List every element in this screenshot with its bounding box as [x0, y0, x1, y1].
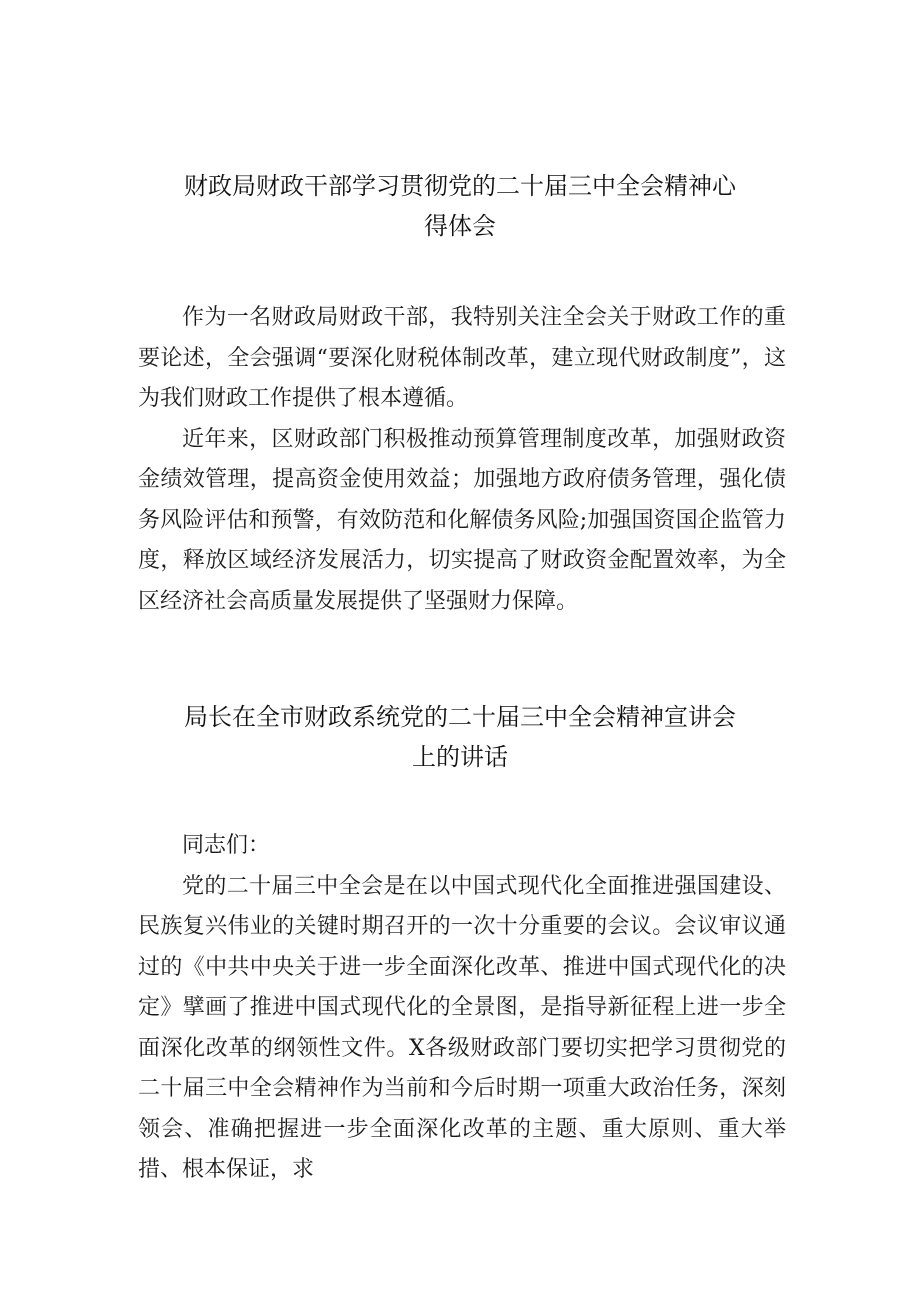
- section-2-title: [0, 697, 920, 777]
- salutation: 同志们：: [182, 833, 271, 858]
- section-1-title: [0, 166, 920, 246]
- section-2-title-line-1: 局长在全市财政系统党的二十届三中全会精神宣讲会: [184, 703, 736, 731]
- section-1-paragraph-2: 近年来，区财政部门积极推动预算管理制度改革，加强财政资金绩效管理，提高资金使用效益；加强地方政府债务管理，强化债务风险评估和预警，有效防范和化解债务风险;加强国资国企监管力度，释放区域经济发展活力，切实提高了财政资金配置效率，为全区经济社会高质量发展提供了坚强财力保障。: [138, 426, 786, 614]
- section-2-paragraph-1: 党的二十届三中全会是在以中国式现代化全面推进强国建设、民族复兴伟业的关键时期召开的一次十分重要的会议。会议审议通过的《中共中央关于进一步全面深化改革、推进中国式现代化的决定》擘画了推进中国式现代化的全景图，是指导新征程上进一步全面深化改革的纲领性文件。X各级财政部门要切实把学习贯彻党的二十届三中全会精神作为当前和今后时期一项重大政治任务，深刻领会、准确把握进一步全面深化改革的主题、重大原则、重大举措、根本保证，求: [138, 873, 786, 1182]
- section-2-title-line-2: 上的讲话: [412, 743, 508, 771]
- section-1-title-line-2: 得体会: [424, 212, 496, 240]
- section-1-paragraph-1: 作为一名财政局财政干部，我特别关注全会关于财政工作的重要论述，全会强调“要深化财税体制改革，建立现代财政制度”，这为我们财政工作提供了根本遵循。: [138, 305, 786, 411]
- section-1-body: [138, 298, 786, 622]
- section-1-title-line-1: 财政局财政干部学习贯彻党的二十届三中全会精神心: [184, 172, 736, 200]
- section-2-body: [138, 826, 786, 1191]
